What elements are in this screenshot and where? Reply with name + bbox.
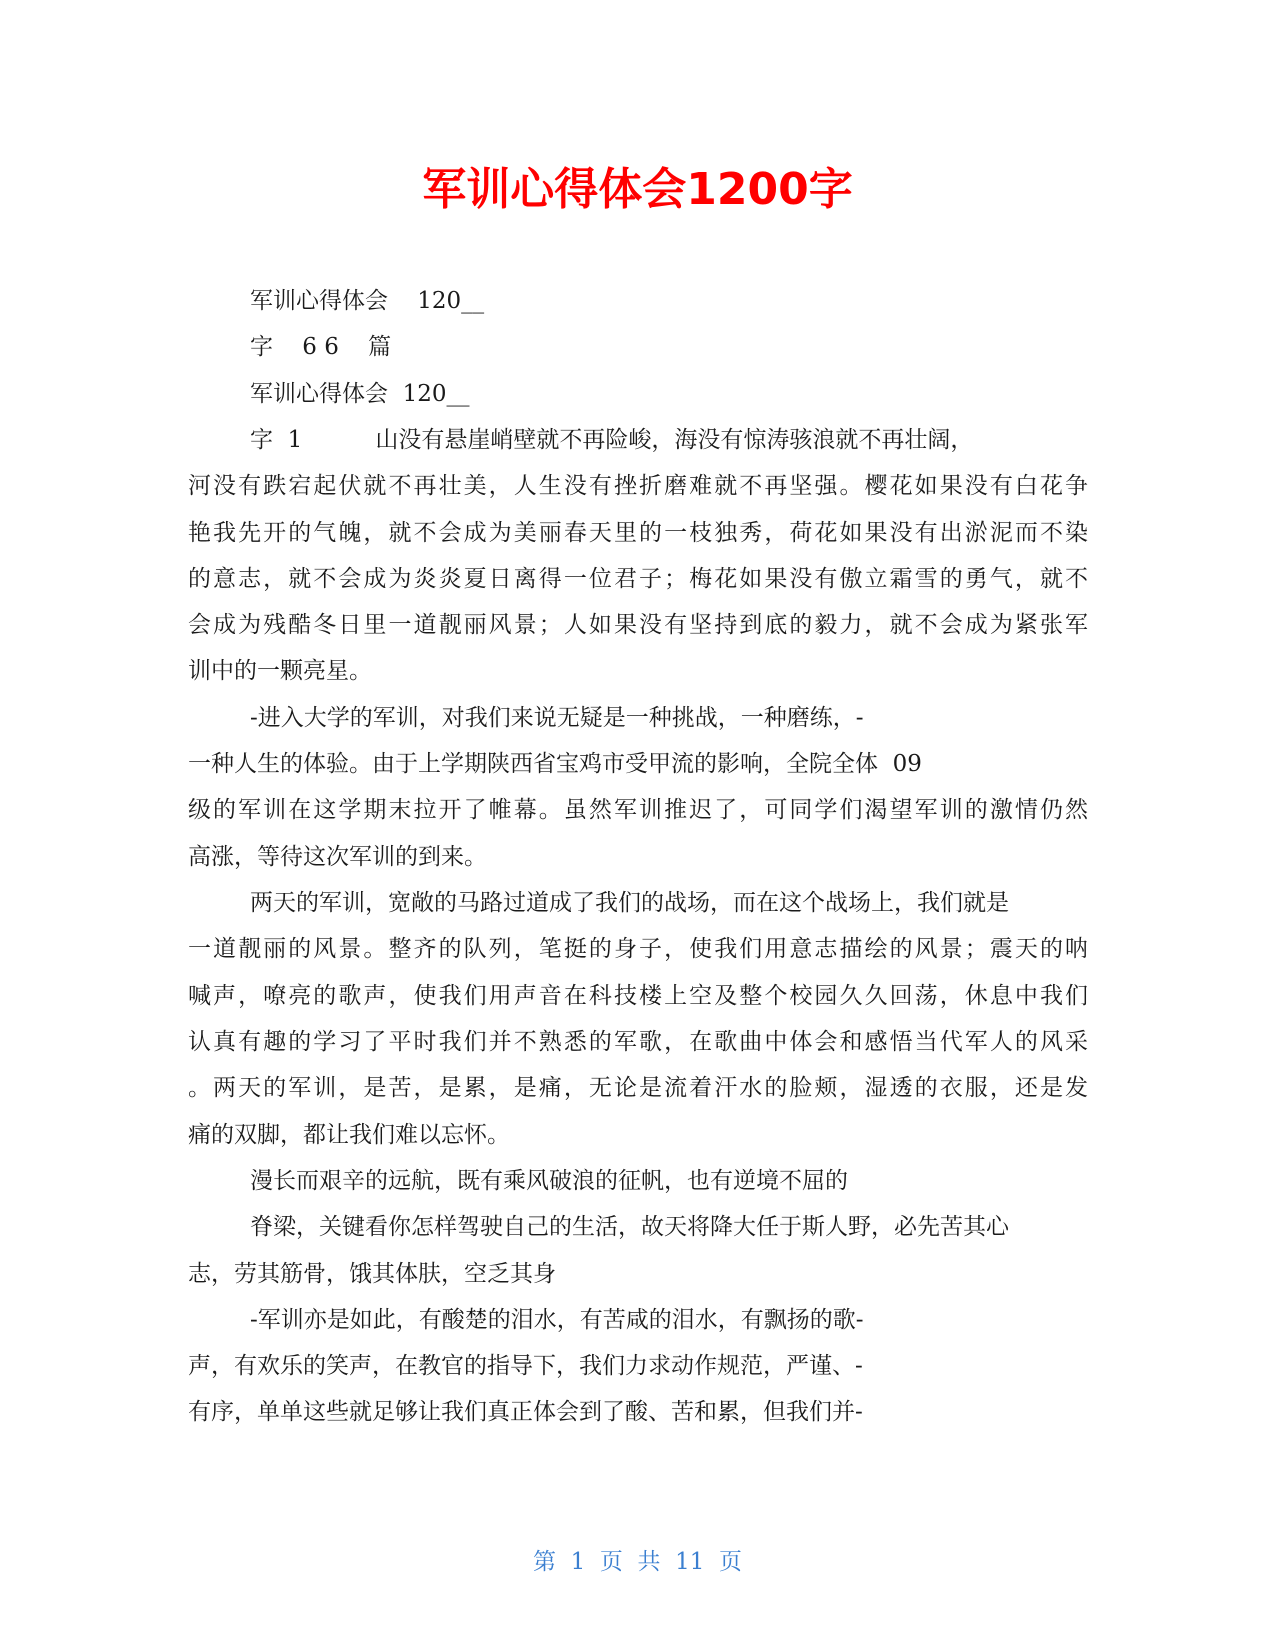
text-line: 两天的军训，宽敞的马路过道成了我们的战场，而在这个战场上，我们就是 xyxy=(250,890,1009,916)
text-line: 痛的双脚，都让我们难以忘怀。 xyxy=(188,1122,510,1148)
text-line: 喊声，嘹亮的歌声，使我们用声音在科技楼上空及整个校园久久回荡，休息中我们 xyxy=(188,983,1088,1009)
text-line: 一种人生的体验。由于上学期陕西省宝鸡市受甲流的影响，全院全体 09 xyxy=(188,751,922,777)
text-line: 字 6 6 篇 xyxy=(250,334,392,360)
text-line: 训中的一颗亮星。 xyxy=(188,658,372,684)
page-number: 第 1 页 共 11 页 xyxy=(532,1549,742,1575)
text-line: -进入大学的军训，对我们来说无疑是一种挑战，一种磨练，- xyxy=(250,705,864,731)
text-line: 河没有跌宕起伏就不再壮美，人生没有挫折磨难就不再坚强。樱花如果没有白花争 xyxy=(188,473,1088,499)
text-line: 声，有欢乐的笑声，在教官的指导下，我们力求动作规范，严谨、- xyxy=(188,1353,863,1379)
text-line: 字 1 山没有悬崖峭壁就不再险峻，海没有惊涛骇浪就不再壮阔， xyxy=(250,427,974,453)
text-line: 。两天的军训，是苦，是累，是痛，无论是流着汗水的脸颊，湿透的衣服，还是发 xyxy=(188,1075,1088,1101)
text-line: -军训亦是如此，有酸楚的泪水，有苦咸的泪水，有飘扬的歌- xyxy=(250,1307,864,1333)
text-line: 认真有趣的学习了平时我们并不熟悉的军歌，在歌曲中体会和感悟当代军人的风采 xyxy=(188,1029,1088,1055)
text-line: 艳我先开的气魄，就不会成为美丽春天里的一枝独秀，荷花如果没有出淤泥而不染 xyxy=(188,520,1088,546)
text-line: 级的军训在这学期末拉开了帷幕。虽然军训推迟了，可同学们渴望军训的激情仍然 xyxy=(188,797,1088,823)
text-line: 一道靓丽的风景。整齐的队列，笔挺的身子，使我们用意志描绘的风景；震天的呐 xyxy=(188,936,1088,962)
text-line: 志，劳其筋骨，饿其体肤，空乏其身 xyxy=(188,1261,556,1287)
text-line: 漫长而艰辛的远航，既有乘风破浪的征帆，也有逆境不屈的 xyxy=(250,1168,848,1194)
text-line: 军训心得体会 120__ xyxy=(250,381,470,407)
text-line: 军训心得体会 120__ xyxy=(250,288,485,314)
document-title: 军训心得体会1200字 xyxy=(422,164,853,215)
text-line: 的意志，就不会成为炎炎夏日离得一位君子；梅花如果没有傲立霜雪的勇气，就不 xyxy=(188,566,1088,592)
text-line: 会成为残酷冬日里一道靓丽风景；人如果没有坚持到底的毅力，就不会成为紧张军 xyxy=(188,612,1088,638)
text-line: 高涨，等待这次军训的到来。 xyxy=(188,844,487,870)
text-line: 有序，单单这些就足够让我们真正体会到了酸、苦和累，但我们并- xyxy=(188,1399,863,1425)
text-line: 脊梁，关键看你怎样驾驶自己的生活，故天将降大任于斯人野，必先苦其心 xyxy=(250,1214,1009,1240)
